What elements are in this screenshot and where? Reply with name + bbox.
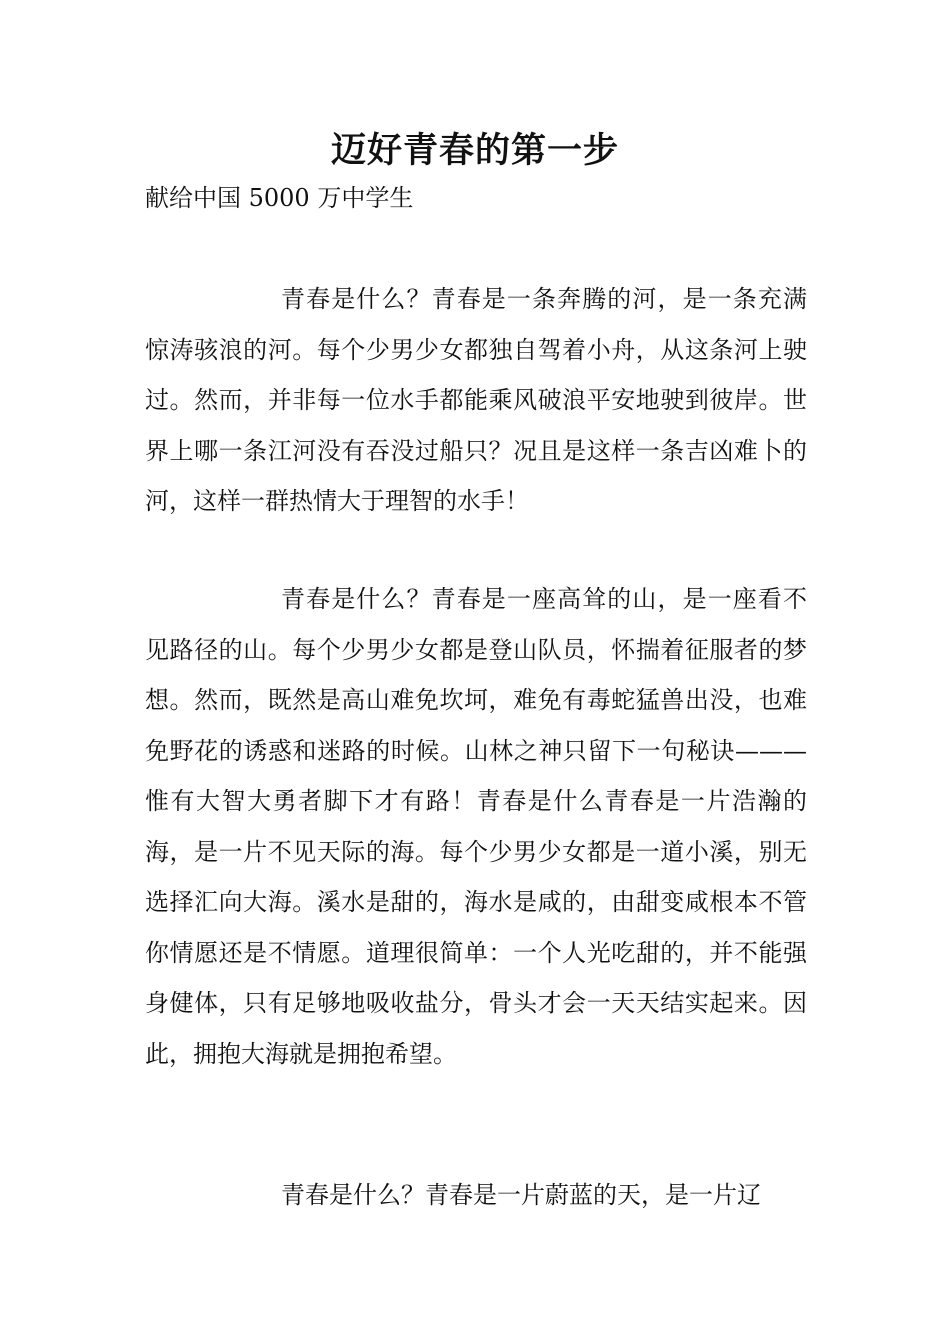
paragraph-2: 青春是什么？青春是一座高耸的山，是一座看不见路径的山。每个少男少女都是登山队员，怀揣着征服者的梦想。然而，既然是高山难免坎坷，难免有毒蛇猛兽出没，也难免野花的诱惑和迷路的时候。山林之神只留下一句秘诀———惟有大智大勇者脚下才有路！青春是什么青春是一片浩瀚的海，是一片不见天际的海。每个少男少女都是一道小溪，别无选择汇向大海。溪水是甜的，海水是咸的，由甜变咸根本不管你情愿还是不情愿。道理很简单：一个人光吃甜的，并不能强身健体，只有足够地吸收盐分，骨头才会一天天结实起来。因此，拥抱大海就是拥抱希望。: [145, 585, 807, 1068]
paragraph-3: 青春是什么？青春是一片蔚蓝的天，是一片辽: [281, 1181, 761, 1209]
document-subtitle: 献给中国 5000 万中学生: [145, 184, 414, 212]
document-title: 迈好青春的第一步: [330, 131, 619, 171]
paragraph-1: 青春是什么？青春是一条奔腾的河，是一条充满惊涛骇浪的河。每个少男少女都独自驾着小舟，从这条河上驶过。然而，并非每一位水手都能乘风破浪平安地驶到彼岸。世界上哪一条江河没有吞没过船只？况且是这样一条吉凶难卜的河，这样一群热情大于理智的水手！: [145, 285, 807, 515]
